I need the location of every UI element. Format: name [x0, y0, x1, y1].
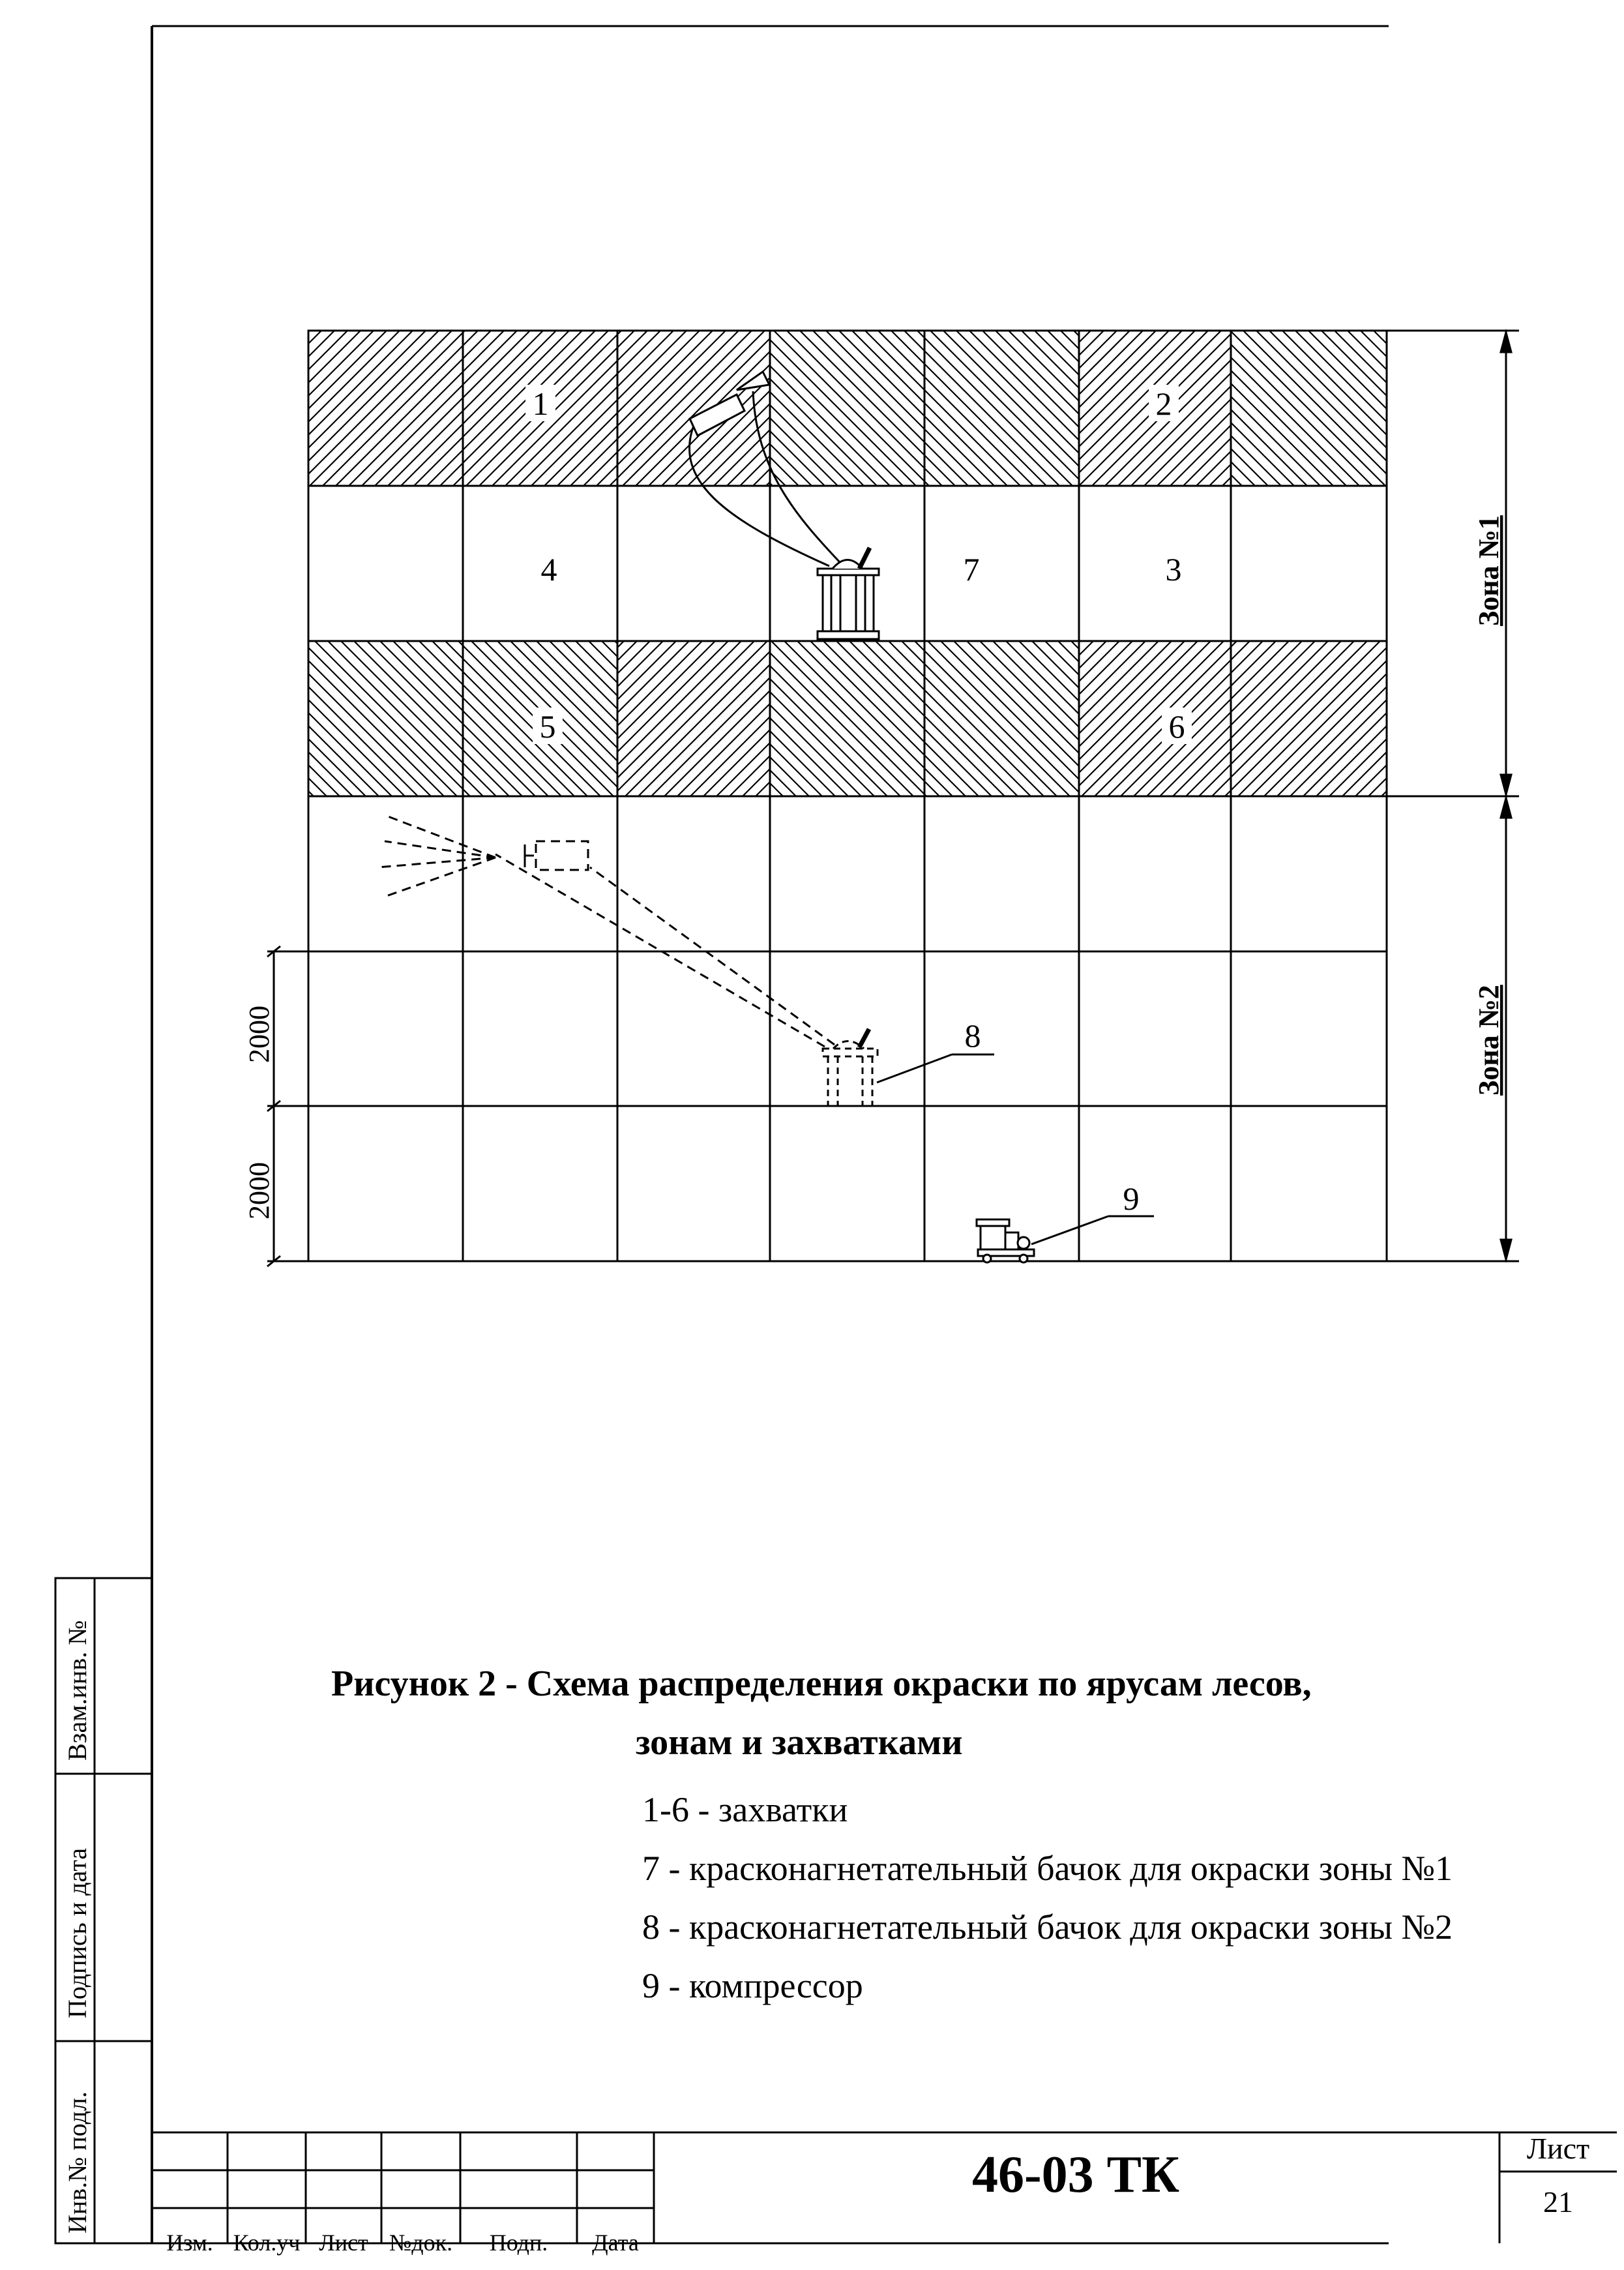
zone-label-2: Зона №2	[1473, 985, 1505, 1096]
tank-8-handle	[859, 1029, 869, 1047]
grip-label-4: 4	[540, 551, 557, 588]
column-count: Кол.уч	[233, 2230, 301, 2256]
column-doc-number: №док.	[389, 2230, 453, 2256]
leader-8	[877, 1054, 994, 1083]
sheet-label: Лист	[1526, 2132, 1590, 2165]
zone-dimension-lines	[1387, 331, 1519, 1261]
column-change: Изм.	[166, 2230, 213, 2256]
legend	[642, 1780, 1453, 2015]
grip-label-1: 1	[532, 385, 549, 422]
grip-label-6: 6	[1168, 708, 1185, 745]
legend-item: 8 - красконагнетательный бачок для окраски зоны №2	[642, 1907, 1453, 1947]
side-stamp-inventory: Инв.№ подл.	[63, 2091, 92, 2233]
grip-label-3: 3	[1165, 551, 1182, 588]
column-sheet: Лист	[319, 2230, 368, 2256]
legend-item: 7 - красконагнетательный бачок для окраски зоны №1	[642, 1849, 1453, 1888]
equipment-label-7: 7	[963, 551, 980, 588]
column-signature: Подп.	[489, 2230, 548, 2256]
document-code: 46-03 ТК	[971, 2146, 1179, 2203]
sheet-number: 21	[1543, 2185, 1573, 2218]
paint-tank-8	[823, 1041, 878, 1107]
equipment-label-9: 9	[1123, 1180, 1140, 1217]
zone-labels	[1473, 515, 1505, 1096]
legend-item: 9 - компрессор	[642, 1966, 863, 2005]
side-stamp-signature-date: Подпись и дата	[63, 1847, 92, 2018]
equipment-label-8: 8	[964, 1017, 981, 1054]
side-stamp-replacement: Взам.инв. №	[63, 1620, 92, 1761]
dimension-label-upper: 2000	[243, 1006, 275, 1063]
dimension-label-lower: 2000	[243, 1162, 275, 1219]
grip-label-5: 5	[539, 708, 556, 745]
hatched-tier-1	[308, 331, 1387, 486]
compressor-9	[977, 1219, 1034, 1262]
figure-caption-title: Рисунок 2 - Схема распределения окраски по ярусам лесов,	[331, 1664, 1312, 1704]
spray-hoses-8	[378, 815, 834, 1047]
column-date: Дата	[592, 2230, 639, 2256]
hatched-tier-3	[308, 641, 1387, 796]
paint-tank-7	[818, 548, 879, 639]
height-labels	[243, 1006, 275, 1219]
grip-label-2: 2	[1155, 385, 1172, 422]
leader-9	[1031, 1216, 1154, 1244]
grip-labels	[525, 385, 1192, 1217]
figure-caption-subtitle: зонам и захватками	[636, 1722, 963, 1763]
zone-label-1: Зона №1	[1473, 515, 1505, 626]
legend-item: 1-6 - захватки	[642, 1790, 848, 1829]
